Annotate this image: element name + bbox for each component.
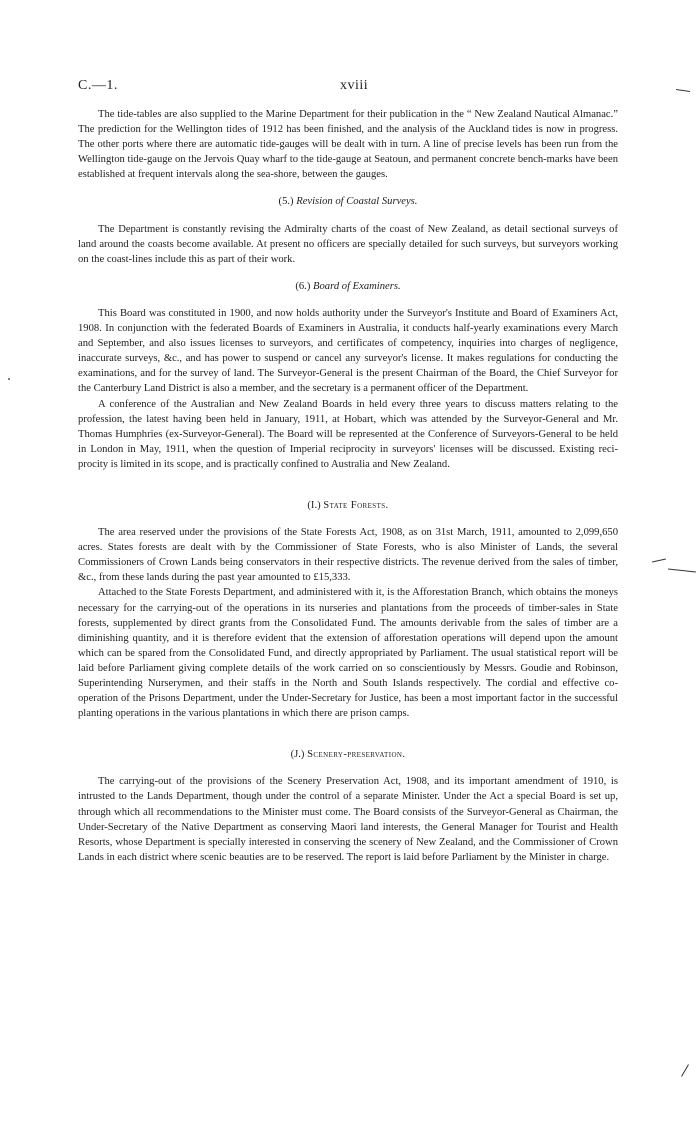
board-constitution-paragraph: This Board was constituted in 1900, and now holds authority under the Surveyor's Institute and Board of Examiners Act, 1908. In conjunction with the federated Boards of Examiners in Australia, it conducts half-yearly examinations every March and September, and also issues licenses to surveyors, and certificates of competency, inquiries into charges of negligence, inaccurate surveys, &c., and has power to suspend or cancel any surveyor's license. It makes regulations for conducting the examinations, and for the survey of land. The Surveyor-General is the present Chairman of the Board, the Chief Surveyor for the Canterbury Land District is also a member, and the secretary is a permanent officer of the Department. (78, 307, 618, 395)
page-number: xviii (340, 78, 369, 93)
tide-tables-paragraph: The tide-tables are also supplied to the Marine Department for their publication in the “ New Zealand Nautical Almanac.” The prediction for the Wellington tides of 1912 has been finished, and the analysis of the Auckland tides is now in progress. The other ports where there are automatic tide-gauges will be dealt with in turn. A line of precise levels has been run from the Wellington tide-gauge on the Jervois Quay wharf to the tide-gauge at Seatoun, and permanent concrete bench-marks have been established at frequent intervals along the sea-shore, between the gauges. (78, 109, 618, 181)
section-heading-scenery-preservation (78, 747, 618, 762)
section-title: Board of Examiners. (313, 280, 401, 292)
running-header (78, 78, 618, 96)
section-heading-board-of-examiners (78, 279, 618, 294)
margin-scan-mark (668, 569, 696, 573)
section-heading-coastal-surveys (78, 194, 618, 209)
document-body (78, 107, 618, 865)
afforestation-paragraph: Attached to the State Forests Department, and administered with it, is the Afforestation Branch, which obtains the moneys necessary for the carrying-out of the operations in its nurseries and plantations from the proceeds of timber-sales in State forests, supplemented by direct grants from the Consolidated Fund. The amounts derivable from the sales of timber are a diminishing quantity, and it is therefore evident that the extension of afforestation operations will depend upon the amount which can be spared from the Consolidated Fund, and directly appropriated by Parliament. The usual statistical report will be laid before Parliament giving complete details of the work carried on so conscientiously by Messrs. Goudie and Robinson, Superintending Nurserymen, and their staffs in the North and South Islands respectively. The cordial and effective co-operation of the Prisons Department, under the Under-Secretary for Justice, has been a most important factor in the successful planting operations in the various plantations in which there are prison camps. (78, 587, 618, 720)
section-title: Scenery-preservation. (307, 749, 406, 761)
section-title: State Forests. (323, 499, 389, 511)
margin-speck (8, 378, 10, 380)
margin-scan-mark (681, 1064, 689, 1077)
board-conference-paragraph: A conference of the Australian and New Zealand Boards in held every three years to discuss matters relating to the profession, the latest having been held in January, 1911, at Hobart, which was attended by the Surveyor-General and Mr. Thomas Humphries (ex-Surveyor-General). The Board will be represented at the Conference of Surveyors-General to be held in London in May, 1911, when the question of Imperial reciprocity in surveyors' licenses will be discussed. Existing reci-procity is limited in its scope, and is practically confined to Australia and New Zealand. (78, 398, 618, 470)
forests-area-paragraph: The area reserved under the provisions of the State Forests Act, 1908, as on 31st March, 1911, amounted to 2,099,650 acres. States forests are dealt with by the Commissioner of State Forests, who is also Minister of Lands, the several Commissioners of Crown Lands being conservators in their respective districts. The revenue derived from the sales of timber, &c., from these lands during the past year amounted to £15,333. (78, 527, 618, 584)
section-title: Revision of Coastal Surveys. (296, 196, 418, 208)
coastal-surveys-paragraph: The Department is constantly revising the Admiralty charts of the coast of New Zealand, as detail sectional surveys of land around the coasts become available. At present no officers are specially detailed for such surveys, but surveyors working on the coast-lines include this as part of their work. (78, 223, 618, 265)
margin-scan-mark (676, 89, 690, 92)
margin-scan-mark (652, 559, 666, 563)
document-reference: C.—1. (78, 78, 118, 93)
scenery-act-paragraph: The carrying-out of the provisions of the Scenery Preservation Act, 1908, and its important amendment of 1910, is intrusted to the Lands Department, though under the control of a separate Minister. Under the Act a special Board is set up, through which all recommendations to the Minister must come. The Board consists of the Surveyor-General as Chairman, the Under-Secretary of the Native Department as conserving Maori land interests, the General Manager for Tourist and Health Resorts, whose Department is specially interested in conserving the scenery of New Zealand, and the Commissioner of Crown Lands in each district where scenic beauties are to be reserved. The report is laid before Parliament by the Minister in charge. (78, 776, 618, 863)
section-number: (5.) (278, 196, 294, 208)
section-number: (I.) (307, 499, 321, 511)
section-number: (6.) (295, 280, 311, 292)
section-number: (J.) (290, 749, 305, 761)
section-heading-state-forests (78, 498, 618, 513)
